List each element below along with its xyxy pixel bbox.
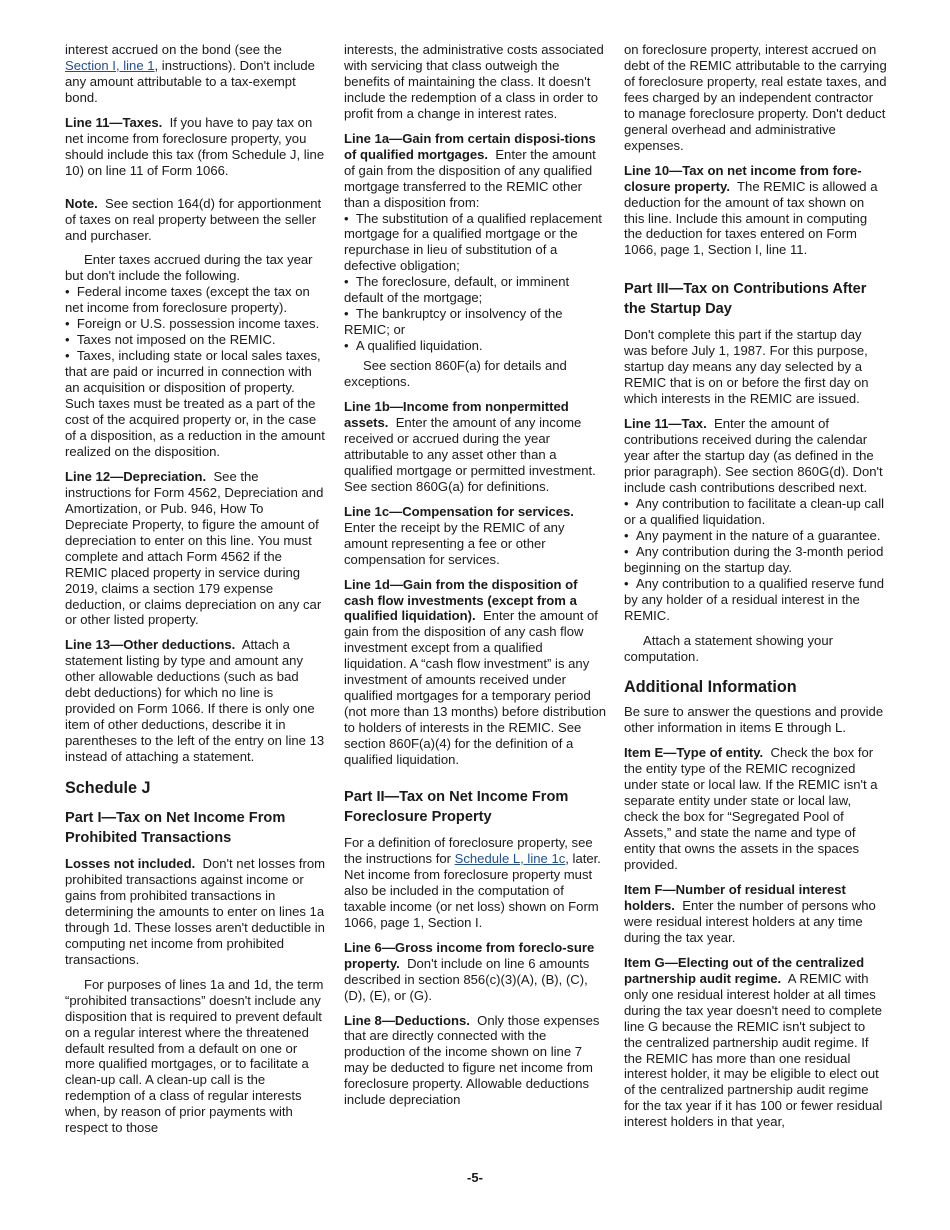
- heading-part-i: Part I—Tax on Net Income From Prohibited Transactions: [65, 810, 286, 847]
- heading-additional-information: Additional Information: [624, 678, 797, 697]
- list-item: • The foreclosure, default, or imminent default of the mortgage;: [344, 274, 607, 306]
- list-item: • Any contribution during the 3-month period beginning on the startup day.: [624, 544, 887, 576]
- heading-part-ii: Part II—Tax on Net Income From Foreclosure Property: [344, 788, 569, 825]
- page-number: -5-: [467, 1170, 483, 1185]
- paragraph-line-13-other-deductions: Line 13—Other deductions. Attach a statement listing by type and amount any other allowable deductions (such as bad debt deductions) for which no line is provided on Form 1066. If there is only one item of other deductions, describe it in parentheses to the left of the entry on line 13 instead of attaching a statement.: [65, 637, 325, 765]
- paragraph-startup-day: Don't complete this part if the startup day was before July 1, 1987. For this purpose, startup day means any day selected by a REMIC that is on or before the first day on which interests in the REMIC are issued.: [624, 327, 869, 407]
- disposition-list: [344, 211, 607, 355]
- paragraph-line-12-depreciation: Line 12—Depreciation. See the instructions for Form 4562, Depreciation and Amortization, or Pub. 946, How To Depreciate Property, to figure the amount of depreciation to enter on this line. You must complete and attach Form 4562 if the REMIC placed property in service during 2019, claims a section 179 expense deduction, or claims depreciation on any car or other listed property.: [65, 468, 324, 628]
- paragraph-line-8: Line 8—Deductions. Only those expenses that are directly connected with the production of the income shown on line 7 may be deducted to figure net income from foreclosure property. Allowable deductions include depreciation: [344, 1012, 600, 1108]
- column-3: [624, 42, 887, 1139]
- list-item: • Any payment in the nature of a guarantee.: [624, 528, 887, 544]
- paragraph-line-6: Line 6—Gross income from foreclo-sure property. Don't include on line 6 amounts described in section 856(c)(3)(A), (B), (C), (D), (E), or (G).: [344, 939, 595, 1003]
- paragraph-interests-costs: interests, the administrative costs associated with servicing that class outweigh the benefits of maintaining the class. It doesn't include the redemption of a class in order to profit from a change in interest rates.: [344, 42, 604, 121]
- paragraph-losses-not-included: Losses not included. Don't net losses from prohibited transactions against income or gains from prohibited transactions in determining the amounts to enter on lines 1a through 1d. These losses aren't deductible in computing net income from prohibited transactions.: [65, 856, 326, 967]
- paragraph-note: Note. See section 164(d) for apportionment of taxes on real property between the seller and purchaser.: [65, 195, 322, 243]
- list-item: • Any contribution to a qualified reserve fund by any holder of a residual interest in the REMIC.: [624, 576, 887, 624]
- list-item: • Any contribution to facilitate a clean-up call or a qualified liquidation.: [624, 496, 887, 528]
- paragraph-line-1b: Line 1b—Income from nonpermitted assets. Enter the amount of any income received or accrued during the year attributable to any asset other than a qualified mortgage or permitted investment. See section 860G(a) for definitions.: [344, 399, 596, 494]
- paragraph-line-11-taxes: Line 11—Taxes. If you have to pay tax on net income from foreclosure property, you should include this tax (from Schedule J, line 10) on line 11 of Form 1066.: [65, 114, 325, 178]
- list-item: • Taxes, including state or local sales taxes, that are paid or incurred in connection with an acquisition or disposition of property. Such taxes must be treated as a part of the cost of the acquired property or, in the case of a disposition, as a reduction in the amount realized on the disposition.: [65, 348, 327, 460]
- paragraph-additional-info: Be sure to answer the questions and provide other information in items E through L.: [624, 704, 884, 736]
- column-2: [344, 42, 607, 1117]
- contribution-exclusion-list: [624, 496, 887, 624]
- list-item: • Foreign or U.S. possession income taxes.: [65, 316, 327, 332]
- paragraph-line-1a: Line 1a—Gain from certain disposi-tions of qualified mortgages. Enter the amount of gain from the disposition of any qualified mortgage transferred to the REMIC other than a disposition from:: [344, 130, 596, 210]
- heading-part-iii: Part III—Tax on Contributions After the Startup Day: [624, 281, 867, 318]
- paragraph-enter-taxes: Enter taxes accrued during the tax year but don't include the following.: [65, 252, 313, 284]
- paragraph-line-10: Line 10—Tax on net income from fore-closure property. The REMIC is allowed a deduction for the amount of tax shown on this line. Include this amount in computing the deduction for taxes entered on Form 1066, page 1, Section I, line 11.: [624, 162, 878, 258]
- paragraph-prohibited-transactions: For purposes of lines 1a and 1d, the term “prohibited transactions” doesn't include any disposition that is required to prevent default on a regular interest where the threatened default resulted from a default on one or more qualified mortgages, or to facilitate a clean-up call. A clean-up call is the redemption of a class of regular interests when, by reason of prior payments with respect to those: [65, 976, 324, 1136]
- paragraph-item-f: Item F—Number of residual interest holders. Enter the number of persons who were residual interest holders at any time during the tax year.: [624, 881, 876, 945]
- link-section-i-line-1[interactable]: Section I, line 1: [65, 57, 155, 73]
- list-item: • The bankruptcy or insolvency of the REMIC; or: [344, 306, 607, 338]
- paragraph-attach-statement: Attach a statement showing your computation.: [624, 632, 833, 664]
- column-1: [65, 42, 327, 1145]
- paragraph-item-e: Item E—Type of entity. Check the box for the entity type of the REMIC recognized under state or local law. If the REMIC isn't a separate entity under state or local law, check the box for “Segregated Pool of Assets,” and state the name and type of entity that owns the assets in the spaces provided.: [624, 745, 878, 873]
- paragraph-item-g: Item G—Electing out of the centralized partnership audit regime. A REMIC with only one residual interest holder at all times during the tax year doesn't need to complete line G because the REMIC isn't subject to the centralized partnership audit regime. If the REMIC has more than one residual interest holder, it may be eligible to elect out of the centralized partnership audit regime for the tax year if it has 100 or fewer residual interest holders in that year,: [624, 954, 883, 1130]
- paragraph-line-11-tax: Line 11—Tax. Enter the amount of contributions received during the calendar year after the startup day (as defined in the prior paragraph). See section 860G(d). Don't include cash contributions described next.: [624, 416, 883, 495]
- paragraph-line-1d: Line 1d—Gain from the disposition of cash flow investments (except from a qualified liquidation). Enter the amount of gain from the disposition of any cash flow investment except from a qualified liquidation. A “cash flow investment” is any investment of amounts received under qualified mortgages for a temporary period (not more than 13 months) before distribution to holders of interests in the REMIC. See section 860F(a)(4) for the definition of a qualified liquidation.: [344, 576, 607, 768]
- list-item: • A qualified liquidation.: [344, 338, 607, 354]
- list-item: • Federal income taxes (except the tax on net income from foreclosure property).: [65, 284, 327, 316]
- paragraph-line-1c: Line 1c—Compensation for services. Enter the receipt by the REMIC of any amount representing a fee or other compensation for services.: [344, 503, 574, 567]
- paragraph-see-860f: See section 860F(a) for details and exceptions.: [344, 358, 567, 390]
- paragraph-foreclosure-definition: For a definition of foreclosure property, see the instructions for Schedule L, line 1c, later. Net income from foreclosure property must also be included in the computation of taxable income (or net loss) shown on Form 1066, page 1, Section I.: [344, 834, 601, 930]
- taxes-exclusion-list: [65, 284, 327, 459]
- link-schedule-l-line-1c[interactable]: Schedule L, line 1c: [454, 850, 566, 866]
- list-item: • Taxes not imposed on the REMIC.: [65, 332, 327, 348]
- paragraph-bond-interest: interest accrued on the bond (see the Section I, line 1, instructions). Don't include any amount attributable to a tax-exempt bond.: [65, 42, 315, 105]
- paragraph-foreclosure-expenses: on foreclosure property, interest accrued on debt of the REMIC attributable to the carrying of foreclosure property, real estate taxes, and fees charged by an independent contractor to manage foreclosure property. Don't deduct general overhead and administrative expenses.: [624, 42, 887, 153]
- heading-schedule-j: Schedule J: [65, 779, 151, 798]
- list-item: • The substitution of a qualified replacement mortgage for a qualified mortgage or the repurchase in lieu of substitution of a defective obligation;: [344, 211, 607, 275]
